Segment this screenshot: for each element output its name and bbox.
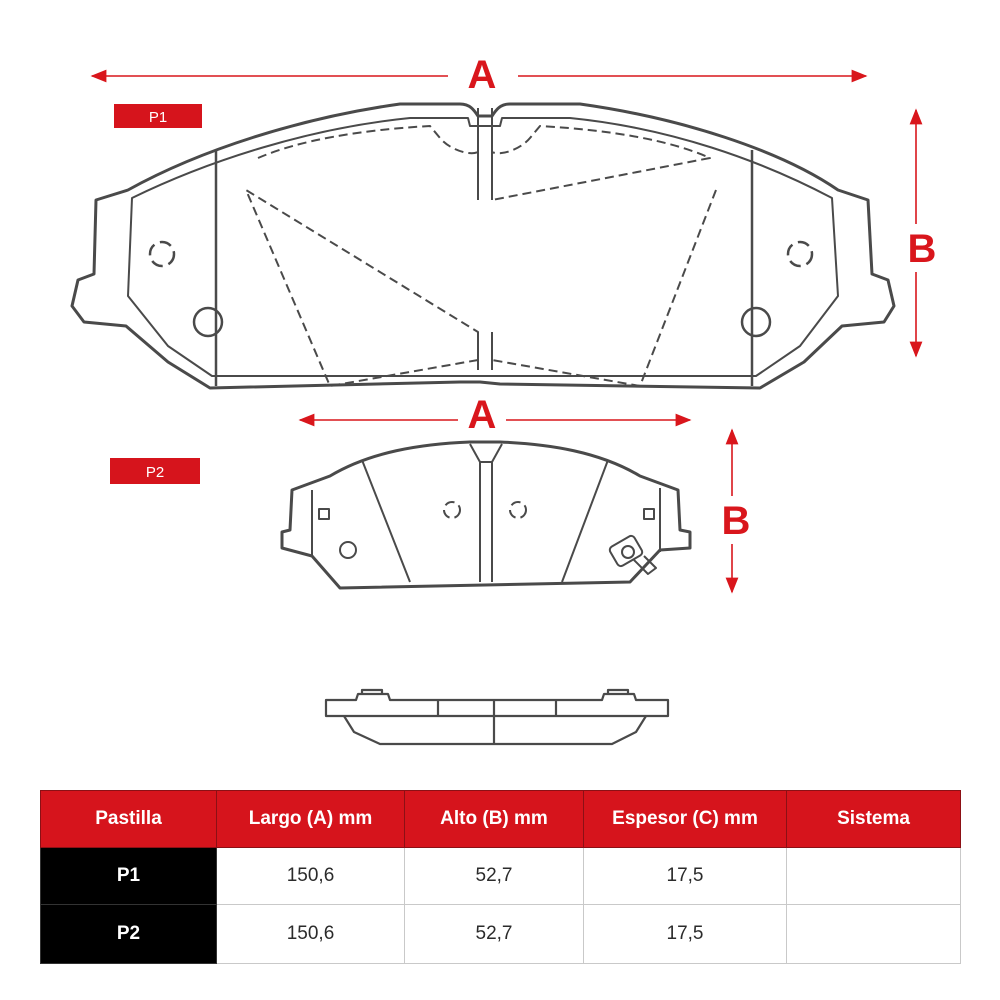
row-sistema	[787, 848, 961, 905]
row-largo: 150,6	[217, 848, 405, 905]
header-alto: Alto (B) mm	[405, 791, 584, 848]
specifications-table	[40, 790, 961, 964]
p1-tag-label: P1	[148, 109, 168, 126]
pad-side-profile-drawing	[326, 690, 668, 744]
table-row	[41, 848, 961, 905]
row-alto: 52,7	[405, 848, 584, 905]
row-largo: 150,6	[217, 905, 405, 964]
p2-tag	[110, 458, 200, 484]
p1-length-letter: A	[467, 53, 497, 97]
p2-length-dimension	[300, 393, 690, 437]
header-sistema: Sistema	[787, 791, 961, 848]
table-header-row	[41, 791, 961, 848]
table-row	[41, 905, 961, 964]
p1-length-dimension	[92, 53, 866, 97]
p1-pad-drawing	[72, 104, 894, 388]
row-pastilla: P1	[41, 848, 217, 905]
p1-height-letter: B	[907, 227, 937, 271]
p1-tag	[114, 104, 202, 128]
p2-height-dimension	[722, 430, 751, 592]
row-alto: 52,7	[405, 905, 584, 964]
row-sistema	[787, 905, 961, 964]
p2-height-letter: B	[721, 499, 751, 543]
p2-tag-label: P2	[145, 464, 165, 481]
row-espesor: 17,5	[584, 848, 787, 905]
header-pastilla: Pastilla	[41, 791, 217, 848]
header-espesor: Espesor (C) mm	[584, 791, 787, 848]
row-pastilla: P2	[41, 905, 217, 964]
p2-length-letter: A	[467, 393, 497, 437]
header-largo: Largo (A) mm	[217, 791, 405, 848]
p1-height-dimension	[908, 110, 937, 356]
p2-pad-drawing	[282, 442, 690, 588]
row-espesor: 17,5	[584, 905, 787, 964]
